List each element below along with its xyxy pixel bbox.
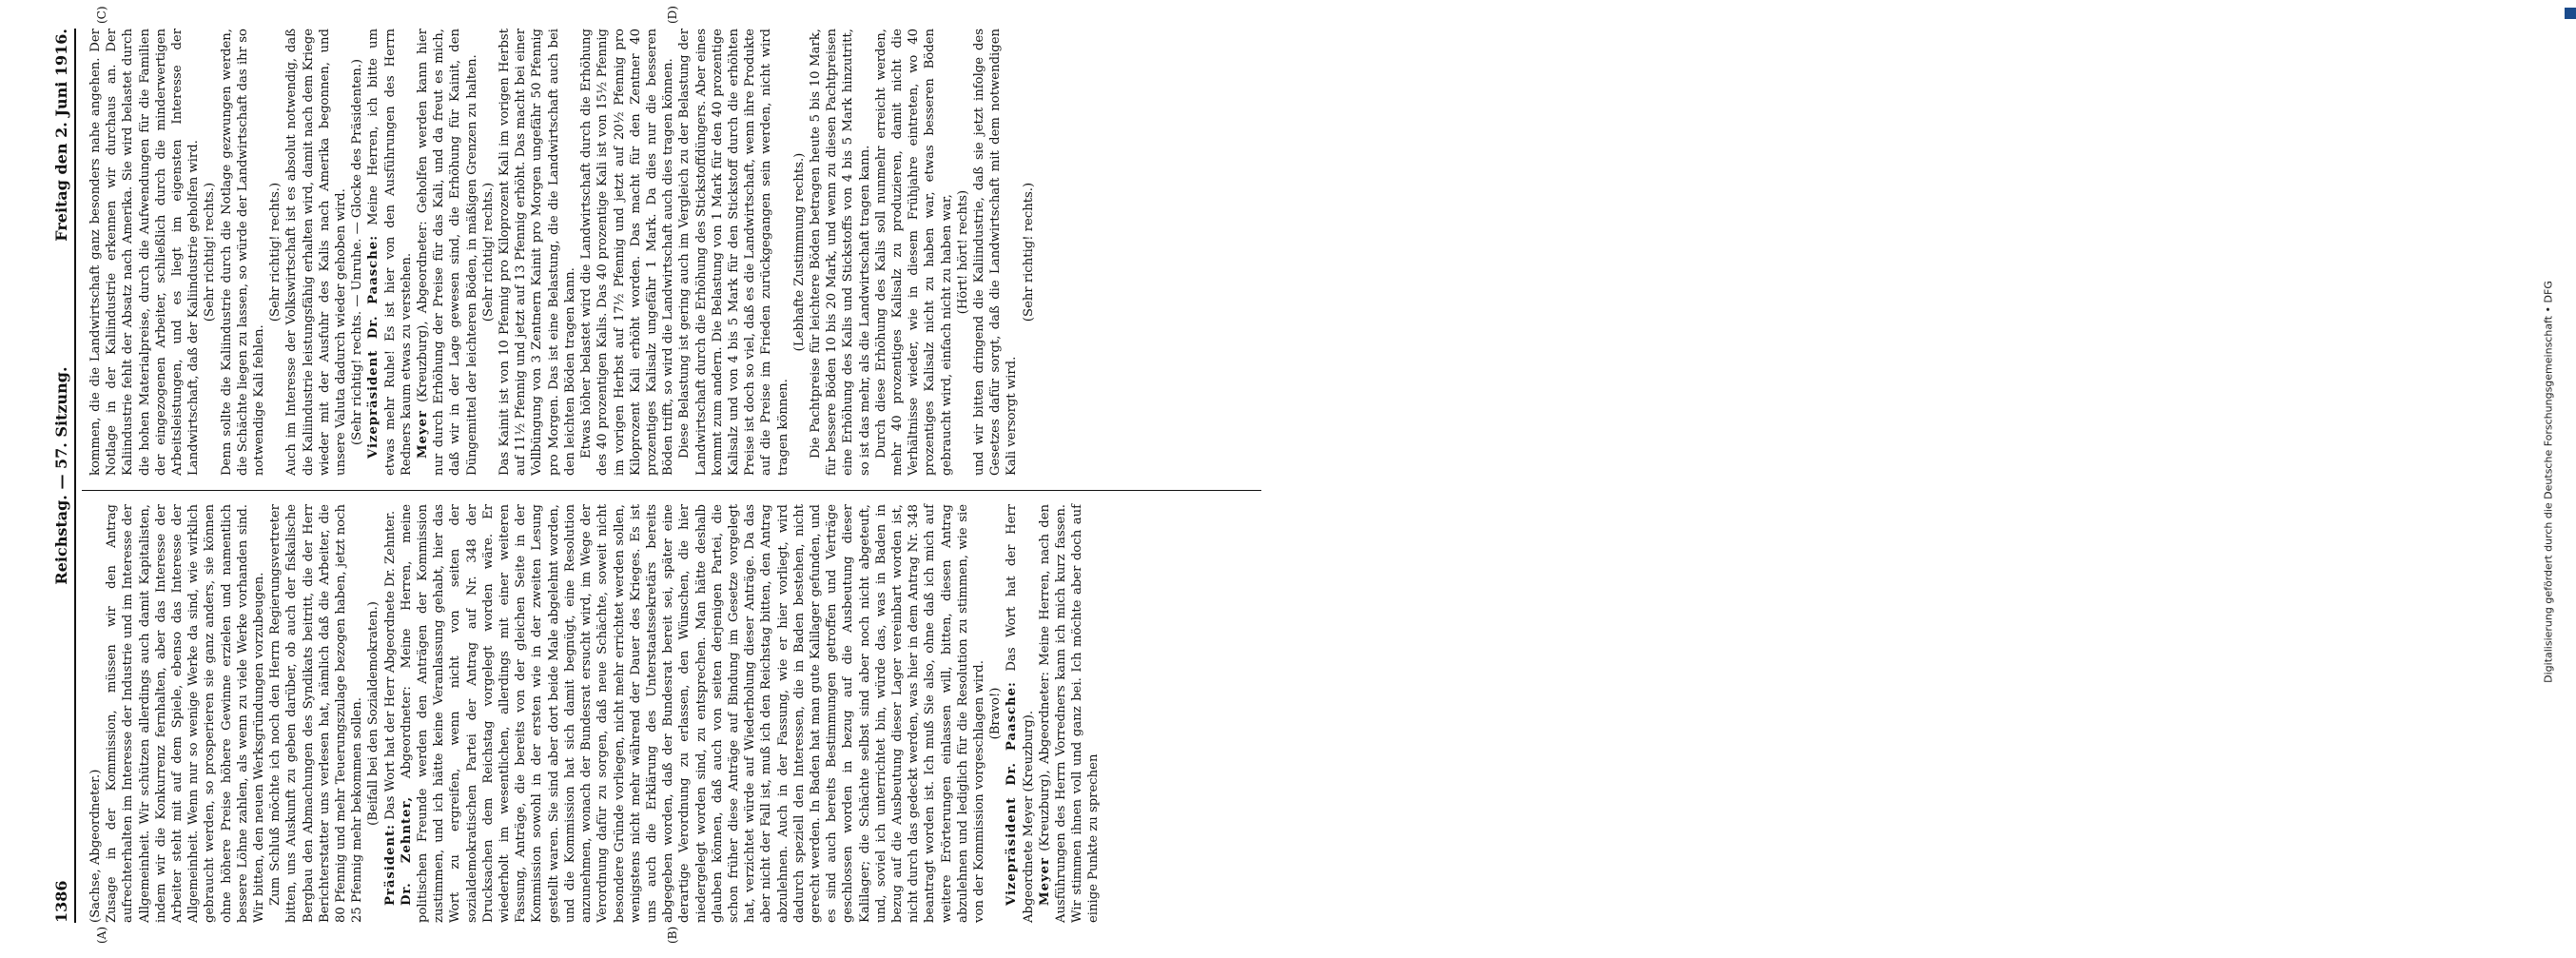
margin-mark-a: (A) bbox=[95, 926, 108, 944]
dfg-logo bbox=[2565, 8, 2576, 19]
right-column bbox=[88, 29, 1037, 476]
paragraph: Zusage in der Kommission, müssen wir den Antrag aufrechterhalten im Interesse der Industrie und im Interesse der Allgemeinheit. Wir schützen allerdings auch damit Kapitalisten, indem wir die Konkurrenz fernhalten, aber das Interesse der Arbeiter steht mit auf dem Spiele, ebenso das Interesse der Allgemeinheit. Wenn nur so wenige Werke da sind, wie wirklich gebraucht werden, so prosperieren sie ganz anders, sie können ohne höhere Preise höhere Gewinne erzielen und namentlich bessere Löhne zahlen, als wenn zu viele Werke vorhanden sind. Wir bitten, den neuen Werksgründungen vorzubeugen. bbox=[105, 504, 267, 923]
interjection: (Beifall bei den Sozialdemokraten.) bbox=[366, 601, 381, 826]
paragraph: kommen, die die Landwirtschaft ganz besonders nahe angehen. Der Notlage in der Kaliindustrie erkennen wir durchaus an. Der Kaliindustrie fehlt der Absatz nach Amerika. Sie wird belastet durch die hohen Materialpreise, durch die Aufwendungen für die Familien der eingezogenen Arbeiter, schließlich durch die minderwertigen Arbeitsleistungen, und es liegt im eigensten Interesse der Landwirtschaft, daß der Kaliindustrie geholfen wird. bbox=[88, 29, 202, 476]
interjection: (Sehr richtig! rechts. — Unruhe. — Glocke des Präsidenten.) bbox=[350, 58, 365, 446]
speaker-name: Meyer bbox=[416, 410, 431, 459]
paragraph: Präsident: Das Wort hat der Herr Abgeordnete Dr. Zehnter. bbox=[382, 510, 398, 906]
column-divider bbox=[82, 490, 1261, 491]
interjection: (Sehr richtig! rechts.) bbox=[480, 182, 496, 323]
margin-mark-b: (B) bbox=[666, 926, 679, 944]
left-column bbox=[88, 504, 1103, 923]
header-title: Reichstag. — 57. Sitzung. bbox=[52, 366, 70, 585]
speaker-name: Meyer bbox=[1037, 857, 1052, 906]
paragraph: Die Pachtpreise für leichtere Böden betragen heute 5 bis 10 Mark, für bessere Böden 10 bis 20 Mark, und wenn zu diesen Pachtpreisen eine Erhöhung des Kalis und Stickstoffs von 4 bis 5 Mark hinzutritt, so ist das mehr, als die Landwirtschaft tragen kann. bbox=[808, 29, 872, 476]
paragraph: (Sachse, Abgeordneter.) bbox=[88, 769, 103, 923]
page-number: 1386 bbox=[52, 880, 70, 923]
paragraph: Das Kainit ist von 10 Pfennig pro Kiloprozent Kali im vorigen Herbst auf 11½ Pfennig und jetzt auf 13 Pfennig erhöht. Das macht bei einer Vollbüngung von 3 Zentnern Kainit pro Morgen ungefähr 50 Pfennig pro Morgen. Das ist eine Belastung, die die Landwirtschaft auch bei den leichten Böden tragen kann. bbox=[498, 29, 577, 476]
paragraph: Vizepräsident Dr. Paasche: Meine Herren, ich bitte um etwas mehr Ruhe! Es ist hier von den Ausführungen des Herrn Redners kaum etwas zu verstehen. bbox=[366, 29, 414, 476]
paragraph: Etwas höher belastet wird die Landwirtschaft durch die Erhöhung des 40 prozentigen Kalis. Das 40 prozentige Kali ist von 15½ Pfennig im vorigen Herbst auf 17½ Pfennig und jetzt auf 20½ Pfennig pro Kiloprozent Kali erhöht worden. Das macht für den Zentner 40 prozentiges Kalisalz ungefähr 1 Mark. Da dies nur die besseren Böden trifft, so wird die Landwirtschaft auch dies tragen können. bbox=[579, 29, 676, 476]
margin-mark-c: (C) bbox=[95, 6, 108, 24]
paragraph: Zum Schluß möchte ich noch den Herrn Regierungsvertreter bitten, uns Auskunft zu geben darüber, ob auch der fiskalische Bergbau den Abmachungen des Syndikats beitritt, die der Herr Berichterstatter uns verlesen hat, nämlich daß die Arbeiter, die 80 Pfennig und mehr Teuerungszulage bezogen haben, jetzt noch 25 Pfennig mehr bekommen sollen. bbox=[268, 504, 365, 923]
margin-mark-d: (D) bbox=[666, 6, 679, 24]
interjection: (Hört! hört! rechts) bbox=[955, 189, 970, 315]
paragraph: Meyer (Kreuzburg), Abgeordneter: Meine Herren, nach den Ausführungen des Herrn Vorredners kann ich mich kurz fassen. Wir stimmen ihnen voll und ganz bei. Ich möchte aber doch auf einige Punkte zu sprechen bbox=[1037, 504, 1102, 923]
paragraph: Diese Belastung ist gering auch im Vergleich zu der Belastung der Landwirtschaft durch die Erhöhung des Stickstoffdüngers. Aber eines kommt zum andern. Die Belastung von 1 Mark für den 40 prozentige Kalisalz und von 4 bis 5 Mark für den Stickstoff durch die erhöhten Preise ist doch so viel, daß es die Landwirtschaft, wenn ihre Produkte auf die Preise im Frieden zurückgegangen sein werden, nicht wird tragen können. bbox=[677, 29, 790, 476]
interjection: (Bravo!) bbox=[988, 687, 1004, 740]
interjection: (Sehr richtig! rechts.) bbox=[1021, 182, 1036, 323]
paragraph: und wir bitten dringend die Kaliindustrie, daß sie jetzt infolge des Gesetzes dafür sorgt, daß die Landwirtschaft mit dem notwendigen Kali versorgt wird. bbox=[971, 29, 1020, 476]
interjection: (Sehr richtig! rechts.) bbox=[203, 182, 218, 323]
paragraph: Durch diese Erhöhung des Kalis soll nunmehr erreicht werden, mehr 40 prozentiges Kalisalz zu produzieren, damit nicht die Verhältnisse wieder, wie in diesem Frühjahre eintreten, wo 40 prozentiges Kalisalz nicht zu haben war, etwas besseren Böden gebraucht wird, einfach nicht zu haben war, bbox=[873, 29, 954, 476]
interjection: (Sehr richtig! rechts.) bbox=[268, 182, 283, 323]
interjection: (Lebhafte Zustimmung rechts.) bbox=[791, 152, 807, 352]
speaker-name: Vizepräsident Dr. Paasche: bbox=[366, 234, 381, 459]
header-date: Freitag den 2. Juni 1916. bbox=[52, 29, 70, 242]
speaker-name: Vizepräsident Dr. Paasche: bbox=[1005, 681, 1020, 906]
side-strip bbox=[1263, 0, 2555, 951]
speaker-name: Dr. Zehnter, bbox=[399, 795, 414, 906]
digitization-note: Digitalisierung gefördert durch die Deutsche Forschungsgemeinschaft • DFG bbox=[2542, 281, 2555, 683]
page-header bbox=[30, 29, 76, 923]
paragraph: Auch im Interesse der Volkswirtschaft ist es absolut notwendig, daß die Kaliindustrie leistungsfähig erhalten wird, damit nach dem Kriege wieder mit der Ausfuhr des Kalis nach Amerika begonnen, und unsere Valuta dadurch wieder gehoben wird. bbox=[284, 29, 349, 476]
paragraph: Vizepräsident Dr. Paasche: Das Wort hat der Herr Abgeordnete Meyer (Kreuzburg). bbox=[1005, 503, 1036, 923]
paragraph: Dr. Zehnter, Abgeordneter: Meine Herren, meine politischen Freunde werden den Anträgen der Kommission zustimmen, und ich hätte keine Veranlassung gehabt, hier das Wort zu ergreifen, wenn nicht von seiten der sozialdemokratischen Partei der Antrag auf Nr. 348 der Drucksachen dem Reichstag vorgelegt worden wäre. Er wiederholt im wesentlichen, allerdings mit einer weiteren Fassung, Anträge, die bereits von der gleichen Seite in der Kommission sowohl in der ersten wie in der zweiten Lesung gestellt waren. Sie sind aber dort beide Male abgelehnt worden, und die Kommission hat sich damit begnügt, eine Resolution anzunehmen, wonach der Bundesrat ersucht wird, im Wege der Verordnung dafür zu sorgen, daß neue Schächte, soweit nicht besondere Gründe vorliegen, nicht mehr errichtet werden sollen, wenigstens nicht mehr während der Dauer des Krieges. Es ist uns auch die Erklärung des Unterstaatssekretärs bereits abgegeben worden, daß der Bundesrat bereit sei, später eine derartige Verordnung zu erlassen, den Wünschen, die hier niedergelegt worden sind, zu entsprechen. Man hätte deshalb glauben können, daß auch von seiten derjenigen Partei, die schon früher diese Anträge auf Bindung im Gesetze vorgelegt hat, verzichtet würde auf Wiederholung dieser Anträge. Da das aber nicht der Fall ist, muß ich den Reichstag bitten, den Antrag abzulehnen. Auch in der Fassung, wie er hier vorliegt, wird dadurch speziell den Interessen, die in Baden bestehen, nicht gerecht werden. In Baden hat man gute Kalilager gefunden, und es sind auch bereits Bestimmungen getroffen und Verträge geschlossen worden in bezug auf die Ausbeutung dieser Kalilager; die Schächte selbst sind aber noch nicht abgeteuft, und, soviel ich unterrichtet bin, würde das, was in Baden in bezug auf die Ausbeutung dieser Lager vereinbart worden ist, nicht durch das gedeckt werden, was hier in dem Antrag Nr. 348 beantragt worden ist. Ich muß Sie also, ohne daß ich mich auf weitere Erörterungen einlassen will, bitten, diesen Antrag abzulehnen und lediglich für die Resolution zu stimmen, wie sie von der Kommission vorgeschlagen wird. bbox=[399, 503, 986, 923]
paragraph: Meyer (Kreuzburg), Abgeordneter: Geholfen werden kann hier nur durch Erhöhung der Preise für das Kali, und da freut es mich, daß wir in der Lage gewesen sind, die Erhöhung für Kainit, den Düngemittel der leichteren Böden, in mäßigen Grenzen zu halten. bbox=[416, 29, 479, 476]
paragraph: Denn sollte die Kaliindustrie durch die Notlage gezwungen werden, die Schächte liegen zu lassen, so würde der Landwirtschaft das ihr so notwendige Kali fehlen. bbox=[219, 29, 267, 476]
speaker-name: Präsident: bbox=[382, 823, 398, 906]
